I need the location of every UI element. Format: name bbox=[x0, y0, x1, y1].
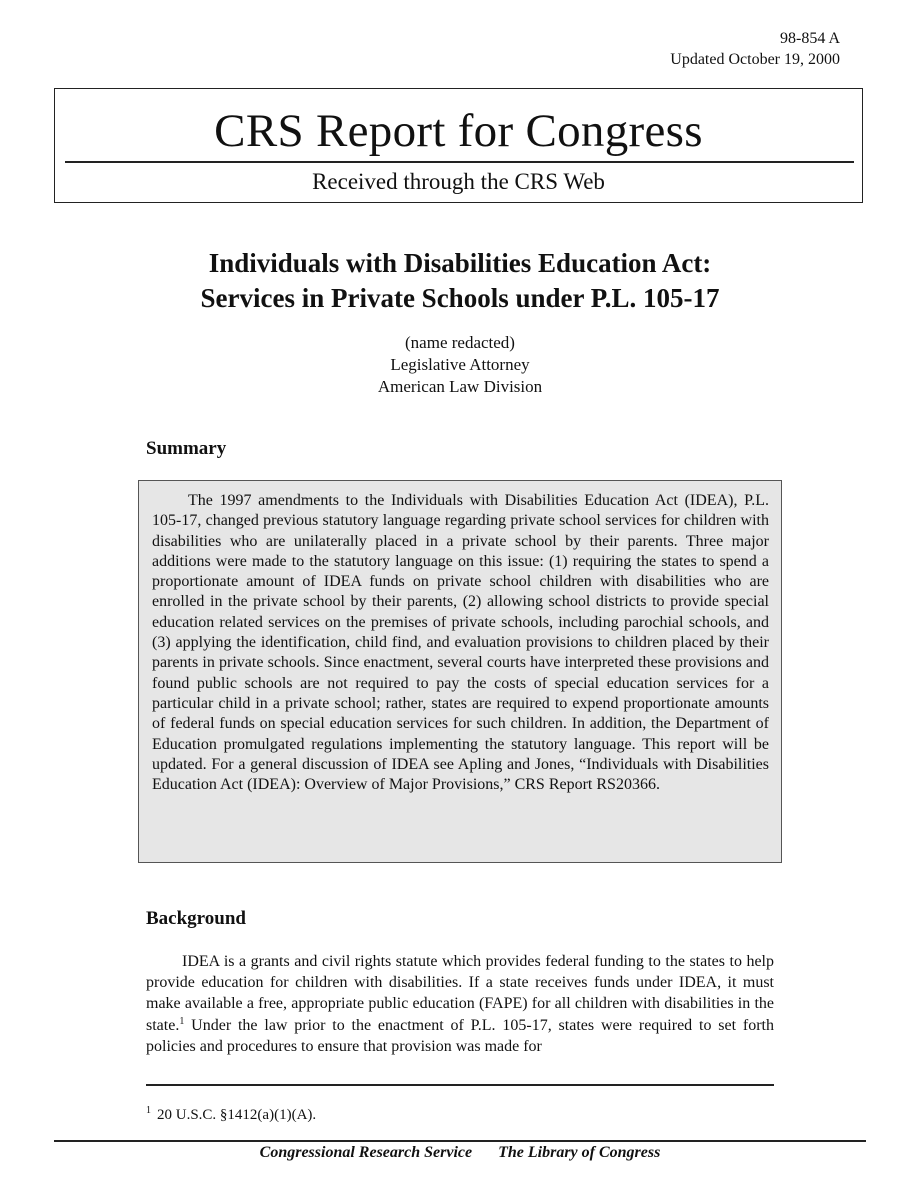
footer-crs: Congressional Research Service bbox=[259, 1144, 473, 1161]
background-heading: Background bbox=[146, 908, 246, 929]
masthead-subtitle: Received through the CRS Web bbox=[312, 169, 605, 194]
author-name: (name redacted) bbox=[405, 333, 515, 352]
updated-date: Updated October 19, 2000 bbox=[670, 51, 840, 68]
masthead-title: CRS Report for Congress bbox=[214, 105, 703, 157]
background-paragraph bbox=[146, 951, 774, 1057]
summary-box bbox=[138, 480, 782, 863]
footnote-divider bbox=[146, 1084, 774, 1086]
author-block bbox=[0, 332, 920, 398]
summary-text: The 1997 amendments to the Individuals with Disabilities Education Act (IDEA), P.L. 105-17, changed previous statutory language regarding private school services for children with disabilities who are unilaterally placed in a private school by their parents. Three major additions were made to the statutory language on this issue: (1) requiring the states to spend a proportionate amount of IDEA funds on private school children with disabilities who are enrolled in the private school by their parents, (2) allowing school districts to provide special education related services on the premises of private schools, including parochial schools, and (3) applying the identification, child find, and evaluation provisions to children placed by their parents in private schools. Since enactment, several courts have interpreted these provisions and found public schools are not required to pay the costs of special education services for a particular child in a private school; rather, states are required to expend proportionate amounts of federal funds on special education services for such children. In addition, the Department of Education promulgated regulations implementing the statutory language. This report will be updated. For a general discussion of IDEA see Apling and Jones, “Individuals with Disabilities Education Act (IDEA): Overview of Major Provisions,” CRS Report RS20366. bbox=[152, 492, 769, 794]
footer-divider bbox=[54, 1140, 866, 1142]
footnote-reference[interactable]: 1 bbox=[179, 1015, 185, 1027]
document-title-line-1: Individuals with Disabilities Education Act: bbox=[208, 248, 712, 278]
document-title bbox=[0, 246, 920, 316]
report-number: 98-854 A bbox=[780, 30, 840, 47]
footnote-marker: 1 bbox=[146, 1105, 151, 1116]
masthead-divider bbox=[65, 161, 854, 163]
background-text-part-1: IDEA is a grants and civil rights statute which provides federal funding to the states to help provide education for children with disabilities. If a state receives funds under IDEA, it must make available a free, appropriate public education (FAPE) for all children with disabilities in the state. bbox=[146, 953, 774, 1034]
masthead-box bbox=[54, 88, 863, 203]
author-division: American Law Division bbox=[377, 377, 543, 396]
background-text-part-2: Under the law prior to the enactment of P.L. 105-17, states were required to set forth policies and procedures to ensure that provision was made for bbox=[146, 1016, 774, 1055]
report-identifier bbox=[670, 28, 840, 70]
summary-heading: Summary bbox=[146, 438, 227, 459]
author-role: Legislative Attorney bbox=[390, 355, 530, 374]
page-footer bbox=[0, 1144, 920, 1162]
footnote-1 bbox=[146, 1107, 316, 1124]
footnote-text: 20 U.S.C. §1412(a)(1)(A). bbox=[157, 1107, 317, 1123]
document-title-line-2: Services in Private Schools under P.L. 105-17 bbox=[200, 283, 720, 313]
footer-library: The Library of Congress bbox=[498, 1144, 661, 1161]
